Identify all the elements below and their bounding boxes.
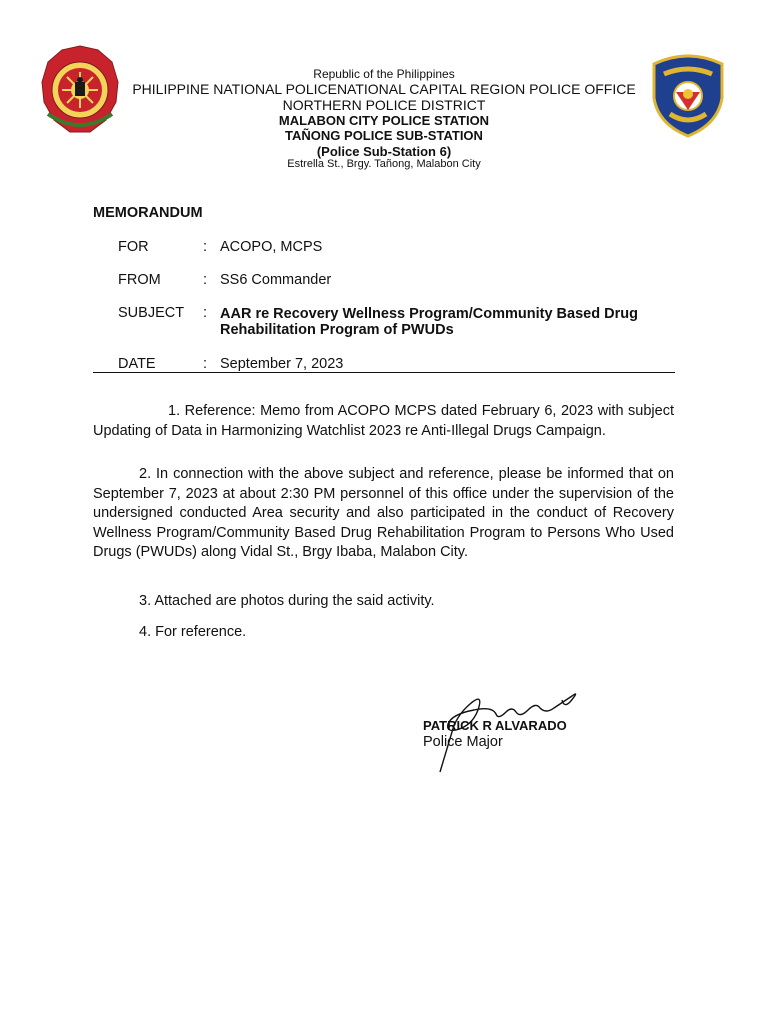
from-value: SS6 Commander <box>220 272 332 288</box>
signatory-name: PATRICK R ALVARADO <box>423 718 567 733</box>
subject-value-line2: Rehabilitation Program of PWUDs <box>220 322 454 338</box>
header-district: NORTHERN POLICE DISTRICT <box>282 97 486 113</box>
header-address: Estrella St., Brgy. Tañong, Malabon City <box>287 158 481 170</box>
date-label: DATE <box>118 356 156 372</box>
header-republic: Republic of the Philippines <box>313 67 455 81</box>
signatory-rank: Police Major <box>423 734 503 750</box>
header-substation-number: (Police Sub-Station 6) <box>316 144 452 159</box>
paragraph-4: 4. For reference. <box>139 624 247 640</box>
from-label: FROM <box>118 272 161 288</box>
from-colon: : <box>203 272 208 288</box>
header-station: MALABON CITY POLICE STATION <box>278 113 490 128</box>
date-value: September 7, 2023 <box>220 356 344 372</box>
date-colon: : <box>203 356 208 372</box>
for-colon: : <box>203 239 208 255</box>
subject-value-line1: AAR re Recovery Wellness Program/Community Based Drug <box>220 306 638 322</box>
paragraph-2: 2. In connection with the above subject and reference, please be informed that on September 7, 2023 at about 2:30 PM personnel of this office under the supervision of the undersigned conducted Area security and also participated in the conduct of Recovery Wellness Program/Community Based Drug Rehabilitation Program to Persons Who Used Drugs (PWUDs) along Vidal St., Brgy Ibaba, Malabon City. <box>93 466 674 560</box>
for-value: ACOPO, MCPS <box>220 239 323 255</box>
for-label: FOR <box>118 239 149 255</box>
paragraph-1: 1. Reference: Memo from ACOPO MCPS dated February 6, 2023 with subject Updating of Data in Harmonizing Watchlist 2023 re Anti-Illegal Drugs Campaign. <box>93 403 674 439</box>
header-substation: TAÑONG POLICE SUB-STATION <box>285 128 483 143</box>
subject-label: SUBJECT <box>118 305 185 321</box>
paragraph-3: 3. Attached are photos during the said activity. <box>139 593 435 609</box>
subject-colon: : <box>203 305 208 321</box>
header-agency: PHILIPPINE NATIONAL POLICENATIONAL CAPITAL REGION POLICE OFFICE <box>132 81 636 97</box>
memo-heading: MEMORANDUM <box>93 205 203 221</box>
header-divider <box>93 372 675 373</box>
